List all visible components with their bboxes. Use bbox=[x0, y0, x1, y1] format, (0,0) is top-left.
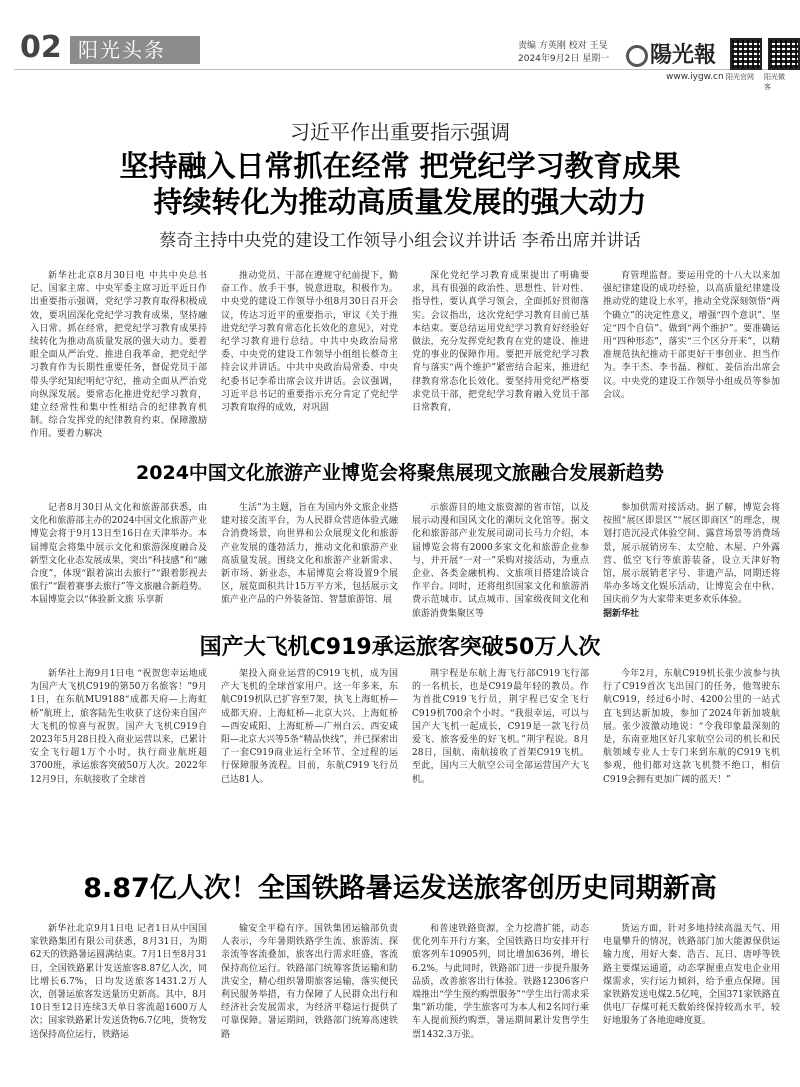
article-column: 参加供需对接活动。据了解，博览会将按照“展区即景区”“展区即商区”的理念，规划打造沉浸式体验空间、露营场景等消费场景，展示展销房车、太空舱、木屋、户外露营、低空飞行等旅游装备，设立天津好物馆，展示展销老字号、非遗产品，同期还将举办多场文化娱乐活动，让博览会在中秋、国庆前夕为大家带来更多欢乐体验。 据新华社 bbox=[603, 503, 780, 619]
editors: 责编 方英刚 校对 王旻 bbox=[518, 41, 608, 51]
lead-kicker: 习近平作出重要指示强调 bbox=[290, 120, 510, 144]
sun-logo-icon bbox=[626, 45, 648, 67]
lead-article-body bbox=[30, 270, 780, 440]
qr-label: 阳光微客 bbox=[764, 73, 785, 91]
article2-headline: 2024中国文化旅游产业博览会将聚焦展现文旅融合发展新趋势 bbox=[136, 462, 664, 484]
article2-source: 据新华社 bbox=[603, 608, 640, 619]
article4-body bbox=[30, 923, 780, 1075]
lead-subtitle: 蔡奇主持中央党的建设工作领导小组会议并讲话 李希出席并讲话 bbox=[159, 231, 641, 251]
qr-code-icon bbox=[730, 38, 762, 70]
article-column: 育管理监督。要运用党的十八大以来加强纪律建设的成功经验，以高质量纪律建设推动党的建设上水平，推动全党深刻领悟“两个确立”的决定性意义，增强“四个意识”、坚定“四个自信”、做到“两个维护”。要准确运用“四种形态”，落实“三个区分开来”，以精准规范执纪推动干部更好干事创业、担当作为。李干杰、李书磊、穆虹、姜信治出席会议。中央党的建设工作领导小组成员等参加会议。 bbox=[603, 271, 780, 400]
section-title: 阳光头条 bbox=[70, 36, 200, 64]
qr-label: 阳光官网 bbox=[726, 73, 754, 81]
article-column: 货运方面，针对多地持续高温天气、用电量攀升的情况，铁路部门加大能源保供运输力度，用好大秦、浩吉、瓦日、唐呼等铁路主要煤运通道，动态掌握重点发电企业用煤需求，实行运力倾斜，给予重点保障。国家铁路发送电煤2.5亿吨，全国371家铁路直供电厂存煤可耗天数始终保持较高水平，较好地服务了各地迎峰度夏。 bbox=[603, 924, 780, 1027]
newspaper-logo bbox=[626, 38, 716, 69]
article-column: 推动党员、干部在遵规守纪前提下，勤奋工作、放手干事，锐意进取，积极作为。中央党的建设工作领导小组8月30日召开会议，传达习近平的重要指示，审议《关于推进党纪学习教育常态化长效化的意见》，对党纪学习教育进行总结。中共中央政治局常委、中央党的建设工作领导小组组长蔡奇主持会议并讲话。中共中央政治局常委、中央纪委书记李希出席会议并讲话。会议强调，习近平总书记的重要指示充分肯定了党纪学习教育取得的成效，对巩固 bbox=[221, 271, 398, 414]
article-column: 荆宇程是东航上海飞行部C919飞行部的一名机长，也是C919最年轻的教员。作为首批C919飞行员，荆宇程已安全飞行C919机700余个小时。“我很幸运，可以与国产大飞机一起成长，C919是一款飞行员爱飞、旅客爱坐的好飞机。”荆宇程说。8月28日，国航、南航接收了首架C919飞机。至此，国内三大航空公司全部运营国产大飞机。 bbox=[412, 669, 589, 785]
article-column: 和普速铁路资源，全力挖潜扩能，动态优化列车开行方案，全国铁路日均安排开行旅客列车10905列，同比增加636列，增长6.2%。与此同时，铁路部门进一步提升服务品质，改善旅客出行体验。铁路12306客户端推出“学生预约购票服务”“学生出行需求采集”新功能，学生旅客可为本人和2名同行乘车人提前预约购票，暑运期间累计发售学生票1432.3万张。 bbox=[412, 924, 589, 1040]
article-column: 今年2月，东航C919机长张少波参与执行了C919首次飞出国门的任务，他驾驶东航C919，经过6小时、4200公里的一站式直飞到达新加坡，参加了2024年新加坡航展。张少波激动地说：“令我印象最深刻的是，东南亚地区好几家航空公司的机长和民航领域专业人士专门来到东航的C919飞机参观，他们都对这款飞机赞不绝口，相信C919会拥有更加广阔的蓝天！” bbox=[603, 669, 780, 785]
page-number: 02 bbox=[20, 30, 62, 65]
website-url[interactable]: www.iygw.cn bbox=[666, 72, 724, 82]
article3-headline: 国产大飞机C919承运旅客突破50万人次 bbox=[199, 635, 601, 660]
qr-code-icon bbox=[768, 38, 800, 70]
article-column: 生活”为主题，旨在为国内外文旅企业搭建对接交流平台，为人民群众营造体验式融合消费场景，向世界和公众展现文化和旅游产业发展的蓬勃活力，推动文化和旅游产业高质量发展。围绕文化和旅游产业新需求、新市场、新业态，本届博览会将设置9个展区，展览面积共计15万平方米，包括展示文旅产业产品的户外装备馆、智慧旅游馆、展 bbox=[221, 503, 398, 606]
page-header bbox=[14, 8, 786, 91]
issue-date: 2024年9月2日 星期一 bbox=[518, 54, 610, 64]
article-column: 输安全平稳有序。国铁集团运输部负责人表示，今年暑期铁路学生流、旅游流、探亲流等客流叠加，旅客出行需求旺盛，客流保持高位运行。铁路部门统筹客货运输和防洪安全，精心组织暑期旅客运输，落实便民利民服务举措，有力保障了人民群众出行和经济社会发展需求，为经济平稳运行提供了可靠保障。暑运期间，铁路部门统筹高速铁路 bbox=[221, 924, 398, 1040]
article-column: 新华社北京8月30日电 中共中央总书记、国家主席、中央军委主席习近平近日作出重要指示强调，党纪学习教育取得积极成效，要巩固深化党纪学习教育成果，坚持融入日常、抓在经常，把党纪学习教育成果持续转化为推动高质量发展的强大动力。要着眼全面从严治党、推进自我革命，把党纪学习教育作为长期性重要任务，督促党员干部带头学纪知纪明纪守纪，推动全面从严治党向纵深发展。要常态化推进党纪学习教育，建立经常性和集中性相结合的纪律教育机制。综合发挥党的纪律教育约束、保障激励作用。要着力解决 bbox=[30, 271, 207, 440]
article-column: 深化党纪学习教育成果提出了明确要求，具有很强的政治性、思想性、针对性、指导性，要认真学习领会，全面抓好贯彻落实。会议指出，这次党纪学习教育目前已基本结束。要总结运用党纪学习教育好经验好做法，充分发挥党纪教育在党的建设、推进党的事业的保障作用。要把开展党纪学习教育与落实“两个维护”紧密结合起来，推进纪律教育常态化长效化。要坚持用党纪严格要求党员干部，把党纪学习教育融入党员干部日常教育， bbox=[412, 271, 589, 414]
article-column: 新华社北京9月1日电 记者1日从中国国家铁路集团有限公司获悉，8月31日，为期62天的铁路暑运圆满结束。7月1日至8月31日，全国铁路累计发送旅客8.87亿人次，同比增长6.7%，日均发送旅客1431.2万人次，创暑运旅客发送量历史新高。其中，8月10日至12日连续3天单日客流超1600万人次；国家铁路累计发送货物6.7亿吨，货物发送保持高位运行，铁路运 bbox=[30, 924, 207, 1040]
article3-body bbox=[30, 668, 780, 804]
lead-headline-line2: 持续转化为推动高质量发展的强大动力 bbox=[153, 185, 647, 219]
logo-text: 陽光報 bbox=[650, 42, 717, 68]
article-column: 记者8月30日从文化和旅游部获悉，由文化和旅游部主办的2024中国文化旅游产业博览会将于9月13日至16日在天津举办。本届博览会将集中展示文化和旅游深度融合及新型文化业态发展成果，突出“科技感”和“融合度”，体现“跟着演出去旅行”“跟着影视去旅行”“跟着赛事去旅行”等文旅融合新趋势。本届博览会以“体验新文旅 乐享新 bbox=[30, 503, 207, 606]
article4-headline: 8.87亿人次！全国铁路暑运发送旅客创历史同期新高 bbox=[83, 873, 717, 904]
edition-meta bbox=[518, 40, 609, 66]
article-column: 示旅游目的地文旅资源的省市馆，以及展示动漫和国风文化的潮玩文化馆等。据文化和旅游部产业发展司副司长马力介绍，本届博览会将有2000多家文化和旅游企业参与，并开展“一对一”采购对接活动，为重点企业、各类金融机构、文旅项目搭建洽谈合作平台。同时，还将组织国家文化和旅游消费示范城市、试点城市、国家级夜间文化和旅游消费集聚区等 bbox=[412, 503, 589, 619]
article-column: 架投入商业运营的C919飞机，成为国产大飞机的全球首家用户。这一年多来，东航C919机队已扩容至7架，执飞上海虹桥—成都天府、上海虹桥—北京大兴、上海虹桥—西安咸阳、上海虹桥—广州白云、西安咸阳—北京大兴等5条“精品快线”，并已探索出了一套C919商业运行全环节、全过程的运行保障服务流程。目前，东航C919飞行员已达81人。 bbox=[221, 669, 398, 785]
lead-headline-line1: 坚持融入日常抓在经常 把党纪学习教育成果 bbox=[119, 149, 681, 183]
article-column: 新华社上海9月1日电 “祝贺您幸运地成为国产大飞机C919的第50万名旅客！”9月1日，在东航MU9188“成都天府—上海虹桥”航班上，旅客陆先生收获了这份来自国产大飞机的惊喜与祝贺。国产大飞机C919自2023年5月28日投入商业运营以来，已累计安全飞行超1万个小时，执行商业航班超3700班，承运旅客突破50万人次。2022年12月9日，东航接收了全球首 bbox=[30, 669, 207, 785]
